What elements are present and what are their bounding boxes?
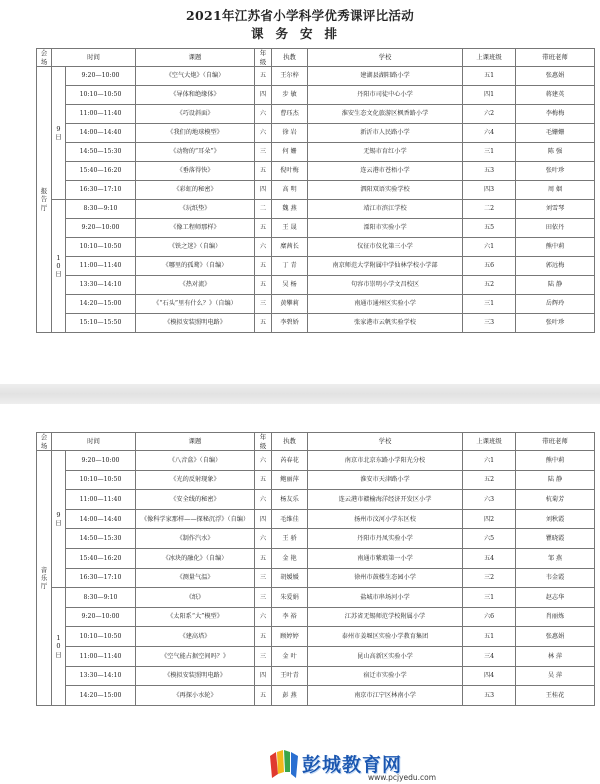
school-cell: 丹阳市司徒中心小学 — [308, 86, 463, 105]
grade-cell: 六 — [255, 105, 272, 124]
school-cell: 无锡市育红小学 — [308, 143, 463, 162]
topic-cell: 《再探小水轮》 — [136, 686, 255, 706]
teacher-cell: 芮春花 — [272, 451, 308, 471]
table-row — [37, 200, 595, 219]
class-cell: 二2 — [463, 200, 516, 219]
table-row — [37, 162, 595, 181]
leader-cell: 李梅梅 — [516, 105, 595, 124]
schedule-sheet-2 — [0, 404, 600, 784]
class-cell: 六5 — [463, 529, 516, 549]
school-cell: 江苏省无锡师范学校附属小学 — [308, 607, 463, 627]
site-name: 彭城教育网 — [302, 754, 403, 776]
day-cell — [52, 451, 66, 588]
school-cell: 泰州市姜堰区实验小学教育集团 — [308, 627, 463, 647]
grade-cell: 五 — [255, 314, 272, 333]
header-class: 上课班级 — [463, 433, 516, 451]
class-cell: 六3 — [463, 490, 516, 510]
leader-cell: 赵志华 — [516, 588, 595, 608]
class-cell: 五1 — [463, 627, 516, 647]
topic-cell: 《制作汽水》 — [136, 529, 255, 549]
table-row — [37, 588, 595, 608]
topic-cell: 《模拟安装照明电路》 — [136, 314, 255, 333]
table-row — [37, 607, 595, 627]
table-row — [37, 314, 595, 333]
leader-cell: 瞿晓霞 — [516, 529, 595, 549]
class-cell: 三1 — [463, 143, 516, 162]
table-row — [37, 548, 595, 568]
topic-cell: 《像科学家那样——探秘沉浮》（自编） — [136, 509, 255, 529]
time-cell: 11:00—11:40 — [66, 646, 136, 666]
grade-cell: 六 — [255, 607, 272, 627]
header-topic: 课题 — [136, 433, 255, 451]
site-watermark-logo — [268, 748, 600, 784]
table-row — [37, 219, 595, 238]
school-cell: 盐城市串场河小学 — [308, 588, 463, 608]
time-cell: 8:30—9:10 — [66, 588, 136, 608]
leader-cell: 刘雪琴 — [516, 200, 595, 219]
time-cell: 10:10—10:50 — [66, 627, 136, 647]
leader-cell: 邹 燕 — [516, 548, 595, 568]
grade-cell: 三 — [255, 143, 272, 162]
class-cell: 五2 — [463, 276, 516, 295]
teacher-cell: 金 叶 — [272, 646, 308, 666]
header-grade: 年级 — [255, 49, 272, 67]
topic-cell: 《模拟安装照明电路》 — [136, 666, 255, 686]
time-cell: 16:30—17:10 — [66, 568, 136, 588]
time-cell: 9:20—10:00 — [66, 219, 136, 238]
teacher-cell: 吴 杨 — [272, 276, 308, 295]
teacher-cell: 何 姗 — [272, 143, 308, 162]
topic-cell: 《空气大炮》（自编） — [136, 67, 255, 86]
school-cell: 淮安市天津路小学 — [308, 470, 463, 490]
class-cell: 三3 — [463, 314, 516, 333]
leader-cell: 蒋建英 — [516, 86, 595, 105]
class-cell: 五6 — [463, 257, 516, 276]
time-cell: 11:00—11:40 — [66, 105, 136, 124]
school-cell: 南通市通州区实验小学 — [308, 295, 463, 314]
topic-cell: 《铁之迷》（自编） — [136, 238, 255, 257]
teacher-cell: 彭 燕 — [272, 686, 308, 706]
grade-cell: 四 — [255, 181, 272, 200]
header-time: 时间 — [52, 433, 136, 451]
topic-cell: 《像工程师那样》 — [136, 219, 255, 238]
grade-cell: 四 — [255, 86, 272, 105]
time-cell: 14:00—14:40 — [66, 124, 136, 143]
time-cell: 14:20—15:00 — [66, 295, 136, 314]
leader-cell: 陈 强 — [516, 143, 595, 162]
class-cell: 五1 — [463, 67, 516, 86]
class-cell: 五4 — [463, 548, 516, 568]
topic-cell: 《热对流》 — [136, 276, 255, 295]
time-cell: 14:20—15:00 — [66, 686, 136, 706]
table-row — [37, 257, 595, 276]
leader-cell: 肖丽炼 — [516, 607, 595, 627]
schedule-sheet-1 — [0, 0, 600, 384]
leader-cell: 刘秋霞 — [516, 509, 595, 529]
time-cell: 16:30—17:10 — [66, 181, 136, 200]
header-topic: 课题 — [136, 49, 255, 67]
class-cell: 三4 — [463, 646, 516, 666]
school-cell: 宿迁市实验小学 — [308, 666, 463, 686]
leader-cell: 郭远梅 — [516, 257, 595, 276]
teacher-cell: 鲍丽萍 — [272, 470, 308, 490]
table-row — [37, 143, 595, 162]
header-leader: 带班老师 — [516, 433, 595, 451]
teacher-cell: 徐 岩 — [272, 124, 308, 143]
school-cell: 扬州市汶河小学东区校 — [308, 509, 463, 529]
topic-cell: 《空气能占据空间吗？》 — [136, 646, 255, 666]
class-cell: 四2 — [463, 509, 516, 529]
leader-cell: 林 萍 — [516, 646, 595, 666]
day-label: 10日 — [55, 634, 62, 659]
class-cell: 六4 — [463, 124, 516, 143]
school-cell: 丹阳市丹凤实验小学 — [308, 529, 463, 549]
topic-cell: 《太阳系“大”模型》 — [136, 607, 255, 627]
teacher-cell: 朱爱娟 — [272, 588, 308, 608]
header-class: 上课班级 — [463, 49, 516, 67]
topic-cell: 《我们的地球模型》 — [136, 124, 255, 143]
leader-cell: 吴 萍 — [516, 666, 595, 686]
leader-cell: 熊中莉 — [516, 451, 595, 471]
school-cell: 新沂市人民路小学 — [308, 124, 463, 143]
class-cell: 六1 — [463, 451, 516, 471]
teacher-cell: 杨友乐 — [272, 490, 308, 510]
topic-cell: 《玩纸垫》 — [136, 200, 255, 219]
table-header-row — [37, 433, 595, 451]
teacher-cell: 丁 青 — [272, 257, 308, 276]
school-cell: 溧阳市实验小学 — [308, 219, 463, 238]
time-cell: 15:10—15:50 — [66, 314, 136, 333]
teacher-cell: 步 敏 — [272, 86, 308, 105]
leader-cell: 张惠娟 — [516, 67, 595, 86]
leader-cell: 陆 静 — [516, 276, 595, 295]
venue-label: 音乐厅 — [40, 565, 48, 590]
teacher-cell: 胡媛媛 — [272, 568, 308, 588]
teacher-cell: 黄攀莉 — [272, 295, 308, 314]
teacher-cell: 倪叶梅 — [272, 162, 308, 181]
teacher-cell: 曹珏杰 — [272, 105, 308, 124]
grade-cell: 六 — [255, 490, 272, 510]
grade-cell: 四 — [255, 666, 272, 686]
school-cell: 淮安生态文化旅游区枫香路小学 — [308, 105, 463, 124]
grade-cell: 五 — [255, 627, 272, 647]
schedule-table — [36, 48, 595, 333]
time-cell: 9:20—10:00 — [66, 67, 136, 86]
teacher-cell: 王尔梓 — [272, 67, 308, 86]
day-cell — [52, 588, 66, 706]
topic-cell: 《纸》 — [136, 588, 255, 608]
grade-cell: 六 — [255, 238, 272, 257]
time-cell: 15:40—16:20 — [66, 548, 136, 568]
topic-cell: 《导体和绝缘体》 — [136, 86, 255, 105]
schedule-body — [37, 451, 595, 706]
table-row — [37, 686, 595, 706]
school-cell: 靖江市滨江学校 — [308, 200, 463, 219]
header-grade: 年级 — [255, 433, 272, 451]
schedule-body — [37, 67, 595, 333]
grade-cell: 二 — [255, 200, 272, 219]
day-label: 9日 — [55, 510, 62, 528]
header-school: 学校 — [308, 433, 463, 451]
teacher-cell: 王 骄 — [272, 529, 308, 549]
class-cell: 四1 — [463, 86, 516, 105]
document-subtitle: 课务安排 — [250, 26, 349, 41]
table-row — [37, 490, 595, 510]
venue-label: 报告厅 — [40, 187, 48, 212]
day-cell — [52, 67, 66, 200]
leader-cell: 岳辉玲 — [516, 295, 595, 314]
school-cell: 仪征市仪化第三小学 — [308, 238, 463, 257]
class-cell: 三1 — [463, 295, 516, 314]
school-cell: 徐州市鼓楼生态园小学 — [308, 568, 463, 588]
teacher-cell: 李碧娇 — [272, 314, 308, 333]
day-label: 9日 — [55, 124, 62, 141]
table-row — [37, 67, 595, 86]
topic-cell: 《彩虹的秘密》 — [136, 181, 255, 200]
leader-cell: 田依丹 — [516, 219, 595, 238]
table-row — [37, 276, 595, 295]
school-cell: 南通市紫琅第一小学 — [308, 548, 463, 568]
header-teacher: 执教 — [272, 49, 308, 67]
table-header-row — [37, 49, 595, 67]
teacher-cell: 王叶青 — [272, 666, 308, 686]
class-cell: 六1 — [463, 238, 516, 257]
books-logo-icon — [268, 748, 300, 782]
day-cell — [52, 200, 66, 333]
grade-cell: 五 — [255, 548, 272, 568]
time-cell: 10:10—10:50 — [66, 86, 136, 105]
time-cell: 14:00—14:40 — [66, 509, 136, 529]
topic-cell: 《八音盒》（自编） — [136, 451, 255, 471]
topic-cell: 《冰块的融化》（自编） — [136, 548, 255, 568]
class-cell: 四3 — [463, 181, 516, 200]
school-cell: 南京市江宁区林南小学 — [308, 686, 463, 706]
school-cell: 连云港市赣榆海洋经济开发区小学 — [308, 490, 463, 510]
header-time: 时间 — [52, 49, 136, 67]
header-venue: 会场 — [37, 433, 52, 451]
time-cell: 9:20—10:00 — [66, 451, 136, 471]
school-cell: 句容市崇明小学文昌校区 — [308, 276, 463, 295]
table-row — [37, 124, 595, 143]
table-row — [37, 86, 595, 105]
table-row — [37, 105, 595, 124]
grade-cell: 五 — [255, 686, 272, 706]
topic-cell: 《建高塔》 — [136, 627, 255, 647]
table-row — [37, 181, 595, 200]
time-cell: 15:40—16:20 — [66, 162, 136, 181]
school-cell: 南京市北京东路小学阳光分校 — [308, 451, 463, 471]
topic-cell: 《垂落得快》 — [136, 162, 255, 181]
leader-cell: 熊中莉 — [516, 238, 595, 257]
grade-cell: 三 — [255, 588, 272, 608]
topic-cell: 《测量气温》 — [136, 568, 255, 588]
teacher-cell: 金 艳 — [272, 548, 308, 568]
class-cell: 六6 — [463, 607, 516, 627]
time-cell: 14:50—15:30 — [66, 143, 136, 162]
grade-cell: 四 — [255, 509, 272, 529]
schedule-table — [36, 432, 595, 706]
time-cell: 9:20—10:00 — [66, 607, 136, 627]
leader-cell: 张叶珍 — [516, 314, 595, 333]
time-cell: 13:30—14:10 — [66, 666, 136, 686]
site-url: www.pcjyedu.com — [368, 773, 437, 782]
table-row — [37, 509, 595, 529]
leader-cell: 韦金霞 — [516, 568, 595, 588]
time-cell: 11:00—11:40 — [66, 257, 136, 276]
teacher-cell: 李 裕 — [272, 607, 308, 627]
school-cell: 泗阳双语实验学校 — [308, 181, 463, 200]
time-cell: 10:10—10:50 — [66, 238, 136, 257]
class-cell: 五5 — [463, 219, 516, 238]
table-row — [37, 470, 595, 490]
teacher-cell: 王 晟 — [272, 219, 308, 238]
venue-cell — [37, 451, 52, 706]
leader-cell: 陆 静 — [516, 470, 595, 490]
teacher-cell: 毛维佳 — [272, 509, 308, 529]
school-cell: 张家港市云帆实验学校 — [308, 314, 463, 333]
grade-cell: 三 — [255, 646, 272, 666]
class-cell: 四4 — [463, 666, 516, 686]
class-cell: 五3 — [463, 162, 516, 181]
time-cell: 11:00—11:40 — [66, 490, 136, 510]
school-cell: 昆山高新区实验小学 — [308, 646, 463, 666]
leader-cell: 周 姻 — [516, 181, 595, 200]
school-cell: 南京师范大学附属中学仙林学校小学部 — [308, 257, 463, 276]
teacher-cell: 高 明 — [272, 181, 308, 200]
topic-cell: 《“石头”里有什么？》（自编） — [136, 295, 255, 314]
table-row — [37, 451, 595, 471]
grade-cell: 五 — [255, 162, 272, 181]
class-cell: 三1 — [463, 588, 516, 608]
leader-cell: 王桂花 — [516, 686, 595, 706]
leader-cell: 毛姗姗 — [516, 124, 595, 143]
grade-cell: 三 — [255, 568, 272, 588]
school-cell: 建湖县湖阳路小学 — [308, 67, 463, 86]
header-teacher: 执教 — [272, 433, 308, 451]
teacher-cell: 顾婷婷 — [272, 627, 308, 647]
topic-cell: 《哪里的孤鹜》（自编） — [136, 257, 255, 276]
table-row — [37, 568, 595, 588]
header-school: 学校 — [308, 49, 463, 67]
teacher-cell: 魏 燕 — [272, 200, 308, 219]
header-leader: 带班老师 — [516, 49, 595, 67]
topic-cell: 《安全线的秘密》 — [136, 490, 255, 510]
school-cell: 连云港市苍梧小学 — [308, 162, 463, 181]
time-cell: 13:30—14:10 — [66, 276, 136, 295]
topic-cell: 《巧设斜面》 — [136, 105, 255, 124]
class-cell: 六2 — [463, 105, 516, 124]
table-row — [37, 666, 595, 686]
table-row — [37, 646, 595, 666]
grade-cell: 六 — [255, 529, 272, 549]
grade-cell: 五 — [255, 257, 272, 276]
grade-cell: 五 — [255, 470, 272, 490]
time-cell: 14:50—15:30 — [66, 529, 136, 549]
table-row — [37, 238, 595, 257]
grade-cell: 五 — [255, 67, 272, 86]
header-venue: 会场 — [37, 49, 52, 67]
grade-cell: 六 — [255, 451, 272, 471]
venue-cell — [37, 67, 52, 333]
class-cell: 五3 — [463, 686, 516, 706]
document-title: 2021年江苏省小学科学优秀课评比活动 — [186, 8, 414, 23]
leader-cell: 张惠娟 — [516, 627, 595, 647]
leader-cell: 张叶珍 — [516, 162, 595, 181]
time-cell: 10:10—10:50 — [66, 470, 136, 490]
class-cell: 五2 — [463, 470, 516, 490]
table-row — [37, 529, 595, 549]
topic-cell: 《光的反射现象》 — [136, 470, 255, 490]
topic-cell: 《动物的“耳朵”》 — [136, 143, 255, 162]
leader-cell: 杭菊芳 — [516, 490, 595, 510]
table-row — [37, 627, 595, 647]
grade-cell: 五 — [255, 219, 272, 238]
day-label: 10日 — [55, 253, 62, 279]
class-cell: 三2 — [463, 568, 516, 588]
grade-cell: 六 — [255, 124, 272, 143]
teacher-cell: 糜茜长 — [272, 238, 308, 257]
page-gap — [0, 384, 600, 404]
grade-cell: 五 — [255, 276, 272, 295]
time-cell: 8:30—9:10 — [66, 200, 136, 219]
grade-cell: 三 — [255, 295, 272, 314]
table-row — [37, 295, 595, 314]
